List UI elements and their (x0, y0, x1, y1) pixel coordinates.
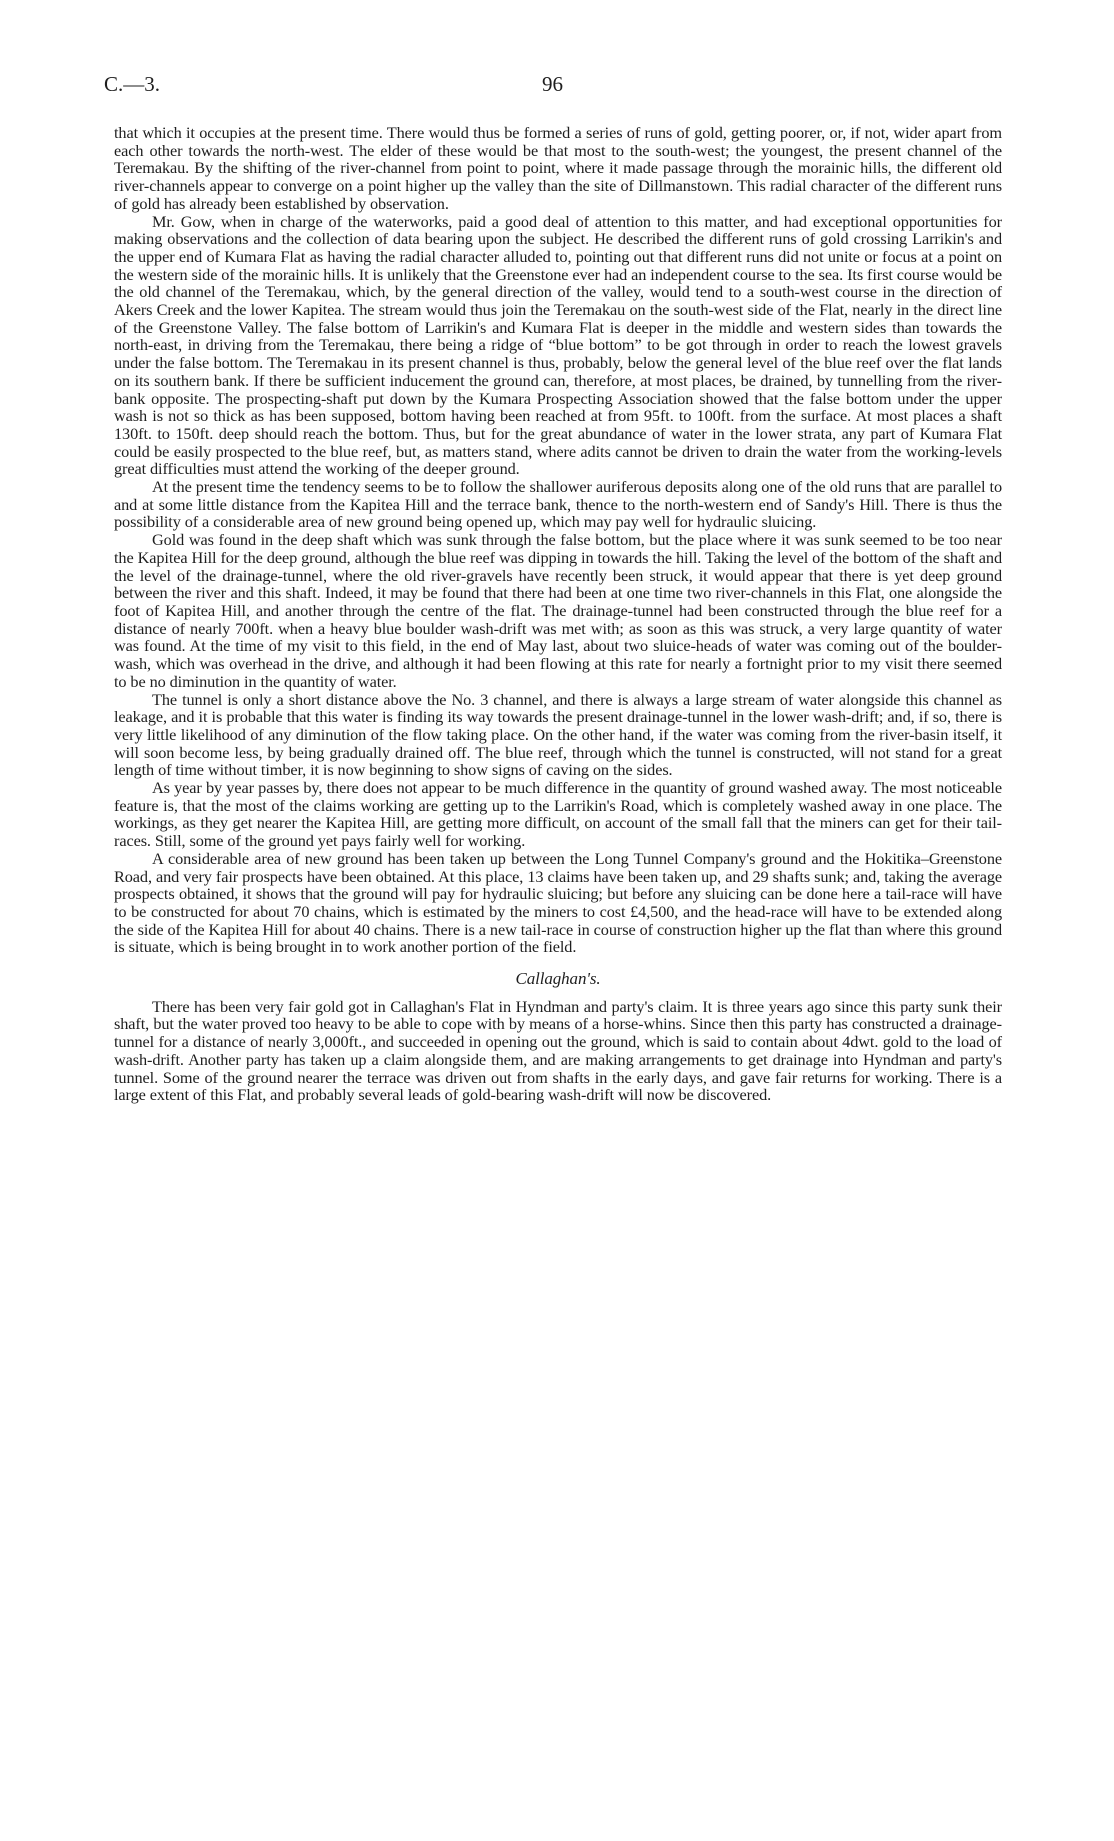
paragraph: A considerable area of new ground has been taken up between the Long Tunnel Company's ground and the Hokitika–Greenstone Road, and very fair prospects have been obtained. At this place, 13 claims have been taken up, and 29 shafts sunk; and, taking the average prospects obtained, it shows that the ground will pay for hydraulic sluicing; but before any sluicing can be done here a tail-race will have to be constructed for about 70 chains, which is estimated by the miners to cost £4,500, and the head-race will have to be extended along the side of the Kapitea Hill for about 40 chains. There is a new tail-race in course of construction higher up the flat than where this ground is situate, which is being brought in to work another portion of the field. (114, 848, 1002, 957)
paragraph: Mr. Gow, when in charge of the waterworks, paid a good deal of attention to this matter, and had exceptional opportunities for making observations and the collection of data bearing upon the subject. He described the different runs of gold crossing Larrikin's and the upper end of Kumara Flat as having the radial character alluded to, pointing out that different runs did not unite or focus at a point on the western side of the morainic hills. It is unlikely that the Greenstone ever had an independent course to the sea. Its first course would be the old channel of the Teremakau, which, by the general direction of the valley, would tend to a south-west course in the direction of Akers Creek and the lower Kapitea. The stream would thus join the Teremakau on the south-west side of the Flat, nearly in the direct line of the Greenstone Valley. The false bottom of Larrikin's and Kumara Flat is deeper in the middle and western sides than towards the north-east, in driving from the Teremakau, there being a ridge of “blue bottom” to be got through in order to reach the lowest gravels under the false bottom. The Teremakau in its present channel is thus, probably, below the general level of the blue reef over the flat lands on its southern bank. If there be sufficient inducement the ground can, therefore, at most places, be drained, by tunnelling from the river-bank opposite. The prospecting-shaft put down by the Kumara Prospecting Association showed that the false bottom under the upper wash is not so thick as has been supposed, bottom having been reached at from 95ft. to 100ft. from the surface. At most places a shaft 130ft. to 150ft. deep should reach the bottom. Thus, but for the great abundance of water in the lower strata, any part of Kumara Flat could be easily prospected to the blue reef, but, as matters stand, where adits cannot be driven to drain the water from the working-levels great difficulties must attend the working of the deeper ground. (114, 211, 1002, 479)
paragraph: At the present time the tendency seems to be to follow the shallower auriferous deposits along one of the old runs that are parallel to and at some little distance from the Kapitea Hill and the terrace bank, thence to the north-western end of Sandy's Hill. There is thus the possibility of a considerable area of new ground being opened up, which may pay well for hydraulic sluicing. (114, 477, 1002, 532)
body-text (114, 124, 1002, 1104)
paragraph: There has been very fair gold got in Callaghan's Flat in Hyndman and party's claim. It is three years ago since this party sunk their shaft, but the water proved too heavy to be able to cope with by means of a horse-whins. Since then this party has constructed a drainage-tunnel for a distance of nearly 3,000ft., and succeeded in opening out the ground, which is said to contain about 4dwt. gold to the load of wash-drift. Another party has taken up a claim alongside them, and are making arrangements to get drainage into Hyndman and party's tunnel. Some of the ground nearer the terrace was driven out from shafts in the early days, and gave fair returns for working. There is a large extent of this Flat, and probably several leads of gold-bearing wash-drift will now be discovered. (114, 996, 1002, 1105)
section-heading: Callaghan's. (515, 969, 601, 989)
paragraph: that which it occupies at the present time. There would thus be formed a series of runs of gold, getting poorer, or, if not, wider apart from each other towards the north-west. The elder of these would be that most to the south-west; the youngest, the present channel of the Teremakau. By the shifting of the river-channel from point to point, where it made passage through the morainic hills, the different old river-channels appear to converge on a point higher up the valley than the site of Dillmanstown. This radial character of the different runs of gold has already been established by observation. (114, 123, 1002, 213)
page-number: 96 (542, 72, 563, 96)
document-reference: C.—3. (104, 72, 161, 96)
paragraph: Gold was found in the deep shaft which was sunk through the false bottom, but the place where it was sunk seemed to be too near the Kapitea Hill for the deep ground, although the blue reef was dipping in towards the hill. Taking the level of the bottom of the shaft and the level of the drainage-tunnel, where the old river-gravels have recently been struck, it would appear that there is yet deep ground between the river and this shaft. Indeed, it may be found that there had been at one time two river-channels in this Flat, one alongside the foot of Kapitea Hill, and another through the centre of the flat. The drainage-tunnel had been constructed through the blue reef for a distance of nearly 700ft. when a heavy blue boulder wash-drift was met with; as soon as this was struck, a very large quantity of water was found. At the time of my visit to this field, in the end of May last, about two sluice-heads of water was coming out of the boulder-wash, which was overhead in the drive, and although it had been flowing at this rate for nearly a fortnight prior to my visit there seemed to be no diminution in the quantity of water. (114, 530, 1002, 691)
paragraph: The tunnel is only a short distance above the No. 3 channel, and there is always a large stream of water alongside this channel as leakage, and it is probable that this water is finding its way towards the present drainage-tunnel in the lower wash-drift; and, if so, there is very little likelihood of any diminution of the flow taking place. On the other hand, if the water was coming from the river-basin itself, it will soon become less, by being gradually drained off. The blue reef, through which the tunnel is constructed, will not stand for a great length of time without timber, it is now beginning to show signs of caving on the sides. (114, 689, 1002, 780)
page-header (104, 72, 1010, 102)
paragraph: As year by year passes by, there does not appear to be much difference in the quantity of ground washed away. The most noticeable feature is, that the most of the claims working are getting up to the Larrikin's Road, which is completely washed away in one place. The workings, as they get nearer the Kapitea Hill, are getting more difficult, on account of the small fall that the miners can get for their tail-races. Still, some of the ground yet pays fairly well for working. (114, 778, 1002, 851)
